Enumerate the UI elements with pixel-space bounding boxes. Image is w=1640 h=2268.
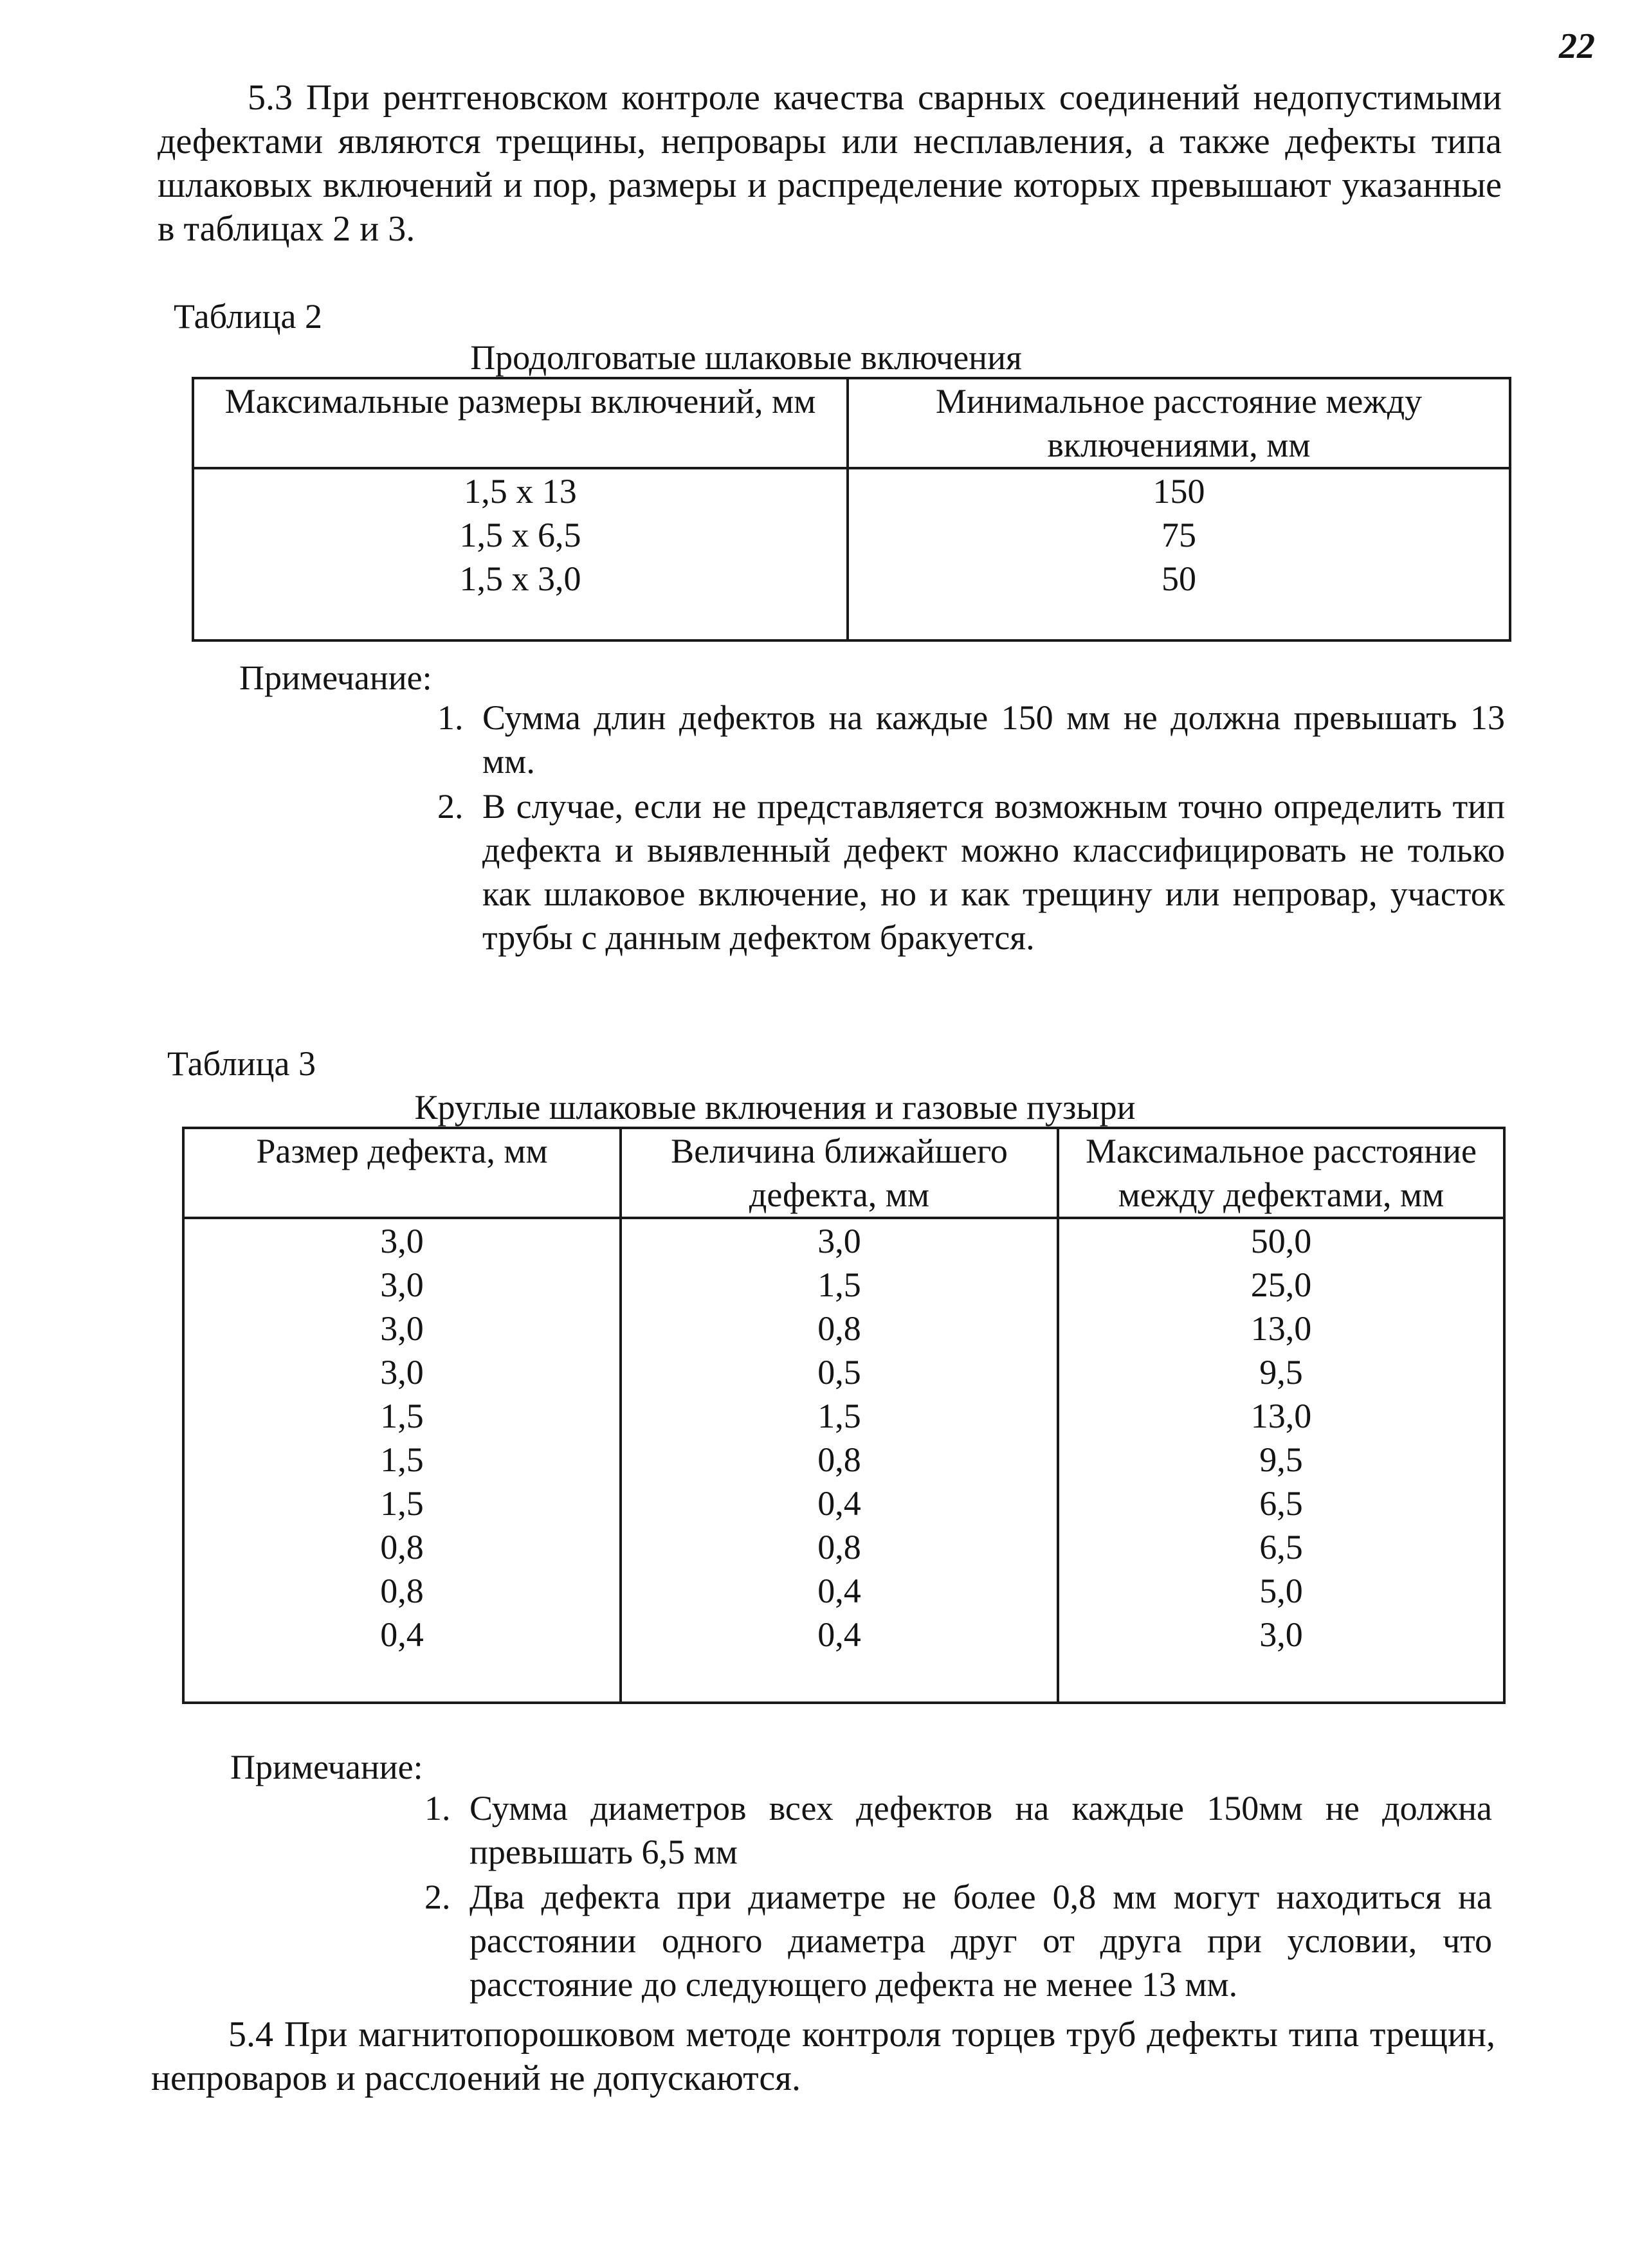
table-cell: 1,5 х 3,0 [193,557,848,640]
section-5-3-paragraph: 5.3 При рентгеновском контроле качества сварных соединений недопустимыми дефектами являются трещины, непровары или несплавления, а также дефекты типа шлаковых включений и пор, размеры и распределение которых превышают указанные в таблицах 2 и 3. [158,78,1502,249]
table-row [193,557,1510,640]
table2-header-cell: Минимальное расстояние между включениями, мм [848,378,1510,468]
table-cell: 50 [848,557,1510,640]
table-cell: 3,0 [183,1307,621,1350]
table-cell: 0,4 [621,1482,1058,1525]
table-cell: 150 [848,468,1510,513]
table-row [183,1350,1504,1394]
table-cell: 75 [848,513,1510,557]
table-cell: 1,5 [183,1438,621,1482]
table-cell: 50,0 [1058,1218,1504,1263]
table-cell: 0,5 [621,1350,1058,1394]
table-row [183,1438,1504,1482]
table-cell: 3,0 [183,1350,621,1394]
table3-header-cell: Размер дефекта, мм [183,1128,621,1218]
table-row [183,1394,1504,1438]
table-row [183,1307,1504,1350]
table-cell: 1,5 [621,1263,1058,1307]
table3-title: Круглые шлаковые включения и газовые пузыри [414,1088,1136,1127]
table3-notes [424,1786,1492,2008]
table-cell: 6,5 [1058,1482,1504,1525]
table-cell: 3,0 [1058,1613,1504,1703]
table-cell: 0,8 [621,1438,1058,1482]
table-cell: 3,0 [621,1218,1058,1263]
note-text: Сумма диаметров всех дефектов на каждые 150мм не должна превышать 6,5 мм [469,1789,1492,1871]
table3 [182,1127,1506,1704]
table-cell: 0,8 [183,1525,621,1569]
table-cell: 1,5 [183,1482,621,1525]
table-cell: 3,0 [183,1218,621,1263]
table2-header-row [193,378,1510,468]
table-row [183,1613,1504,1703]
table2-label: Таблица 2 [174,297,322,336]
note-number: 1. [437,698,464,737]
list-item [437,785,1505,959]
page-number: 22 [1559,26,1595,66]
note-text: Два дефекта при диаметре не более 0,8 мм могут находиться на расстоянии одного диаметра друг от друга при условии, что расстояние до следующего дефекта не менее 13 мм. [469,1878,1492,2004]
table3-note-label: Примечание: [230,1748,423,1786]
table2-header-cell: Максимальные размеры включений, мм [193,378,848,468]
table2-notes [437,696,1505,961]
list-item [424,1875,1492,2006]
note-number: 2. [424,1878,451,1916]
table3-header-cell: Величина ближайшего дефекта, мм [621,1128,1058,1218]
table-cell: 6,5 [1058,1525,1504,1569]
table-cell: 1,5 [621,1394,1058,1438]
table-cell: 0,8 [621,1525,1058,1569]
table-cell: 13,0 [1058,1394,1504,1438]
table-row [183,1263,1504,1307]
table-row [183,1525,1504,1569]
note-number: 2. [437,787,464,826]
section-5-4-paragraph: 5.4 При магнитопорошковом методе контроля торцев труб дефекты типа трещин, непроваров и расслоений не допускаются. [151,2015,1495,2098]
table-cell: 0,8 [183,1569,621,1613]
table-cell: 9,5 [1058,1350,1504,1394]
table-row [183,1482,1504,1525]
table-row [183,1218,1504,1263]
table-cell: 0,4 [183,1613,621,1703]
table3-label: Таблица 3 [167,1044,316,1083]
table-row [183,1569,1504,1613]
table-row [193,468,1510,513]
table-cell: 5,0 [1058,1569,1504,1613]
table-cell: 3,0 [183,1263,621,1307]
table-cell: 1,5 х 6,5 [193,513,848,557]
table3-header-row [183,1128,1504,1218]
table-cell: 25,0 [1058,1263,1504,1307]
table-cell: 1,5 [183,1394,621,1438]
table-cell: 13,0 [1058,1307,1504,1350]
note-number: 1. [424,1789,451,1828]
table-cell: 0,4 [621,1569,1058,1613]
table3-header-cell: Максимальное расстояние между дефектами, мм [1058,1128,1504,1218]
table2-title: Продолговатые шлаковые включения [470,338,1022,377]
table-cell: 0,4 [621,1613,1058,1703]
list-item [437,696,1505,783]
table2-note-label: Примечание: [239,658,432,697]
table-cell: 0,8 [621,1307,1058,1350]
list-item [424,1786,1492,1874]
note-text: В случае, если не представляется возможным точно определить тип дефекта и выявленный дефект можно классифицировать не только как шлаковое включение, но и как трещину или непровар, участок трубы с данным дефектом бракуется. [482,787,1505,957]
table-cell: 1,5 х 13 [193,468,848,513]
table-row [193,513,1510,557]
table-cell: 9,5 [1058,1438,1504,1482]
note-text: Сумма длин дефектов на каждые 150 мм не должна превышать 13 мм. [482,698,1505,781]
table2 [192,377,1511,642]
